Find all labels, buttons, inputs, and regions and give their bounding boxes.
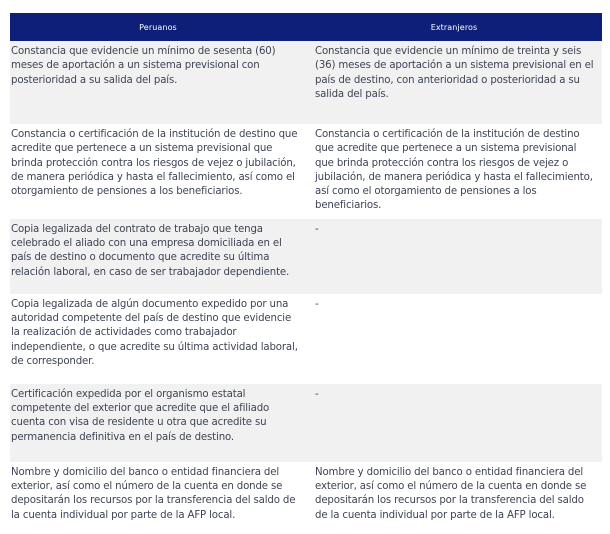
table-row <box>10 462 602 534</box>
table-cell-peruanos: Nombre y domicilio del banco o entidad financiera del exterior, así como el número de la cuenta en donde se depositarán los recursos por la transferencia del saldo de la cuenta individual por parte de la AFP local. <box>11 466 296 521</box>
table-cell-extranjeros: Constancia o certificación de la institución de destino que acredite que pertenece a un sistema previsional que brinda protección contra los riesgos de vejez o jubilación, de manera periódica y hasta el fallecimiento, así como el otorgamiento de pensiones a los beneficiarios. <box>315 129 593 212</box>
table-row <box>10 294 602 384</box>
table-row <box>10 384 602 462</box>
table-cell-peruanos: Copia legalizada de algún documento expedido por una autoridad competente del país de destino que evidencie la realización de actividades como trabajador independiente, o que acredite su última actividad laboral, de corresponder. <box>11 298 298 367</box>
requirements-table <box>10 13 602 534</box>
table-row <box>10 124 602 219</box>
table-cell-extranjeros: Constancia que evidencie un mínimo de treinta y seis (36) meses de aportación a un sistema previsional en el país de destino, con anterioridad o posterioridad a su salida del país. <box>306 41 602 124</box>
column-header-peruanos: Peruanos <box>10 13 306 41</box>
table-cell-extranjeros: - <box>315 298 319 310</box>
column-header-extranjeros: Extranjeros <box>306 13 602 41</box>
table-cell-peruanos: Certificación expedida por el organismo estatal competente del exterior que acredite que el afiliado cuenta con visa de residente u otra que acredite su permanencia definitiva en el país de destino. <box>10 384 306 462</box>
table-row <box>10 219 602 294</box>
table-row <box>10 41 602 124</box>
table-cell-extranjeros: - <box>306 384 602 462</box>
table-header-row <box>10 13 602 41</box>
table-cell-extranjeros: Nombre y domicilio del banco o entidad financiera del exterior, así como el número de la cuenta en donde se depositarán los recursos por la transferencia del saldo de la cuenta individual por parte de la AFP local. <box>315 466 587 521</box>
table-cell-peruanos: Copia legalizada del contrato de trabajo que tenga celebrado el aliado con una empresa domiciliada en el país de destino o documento que acredite su última relación laboral, en caso de ser trabajador dependiente. <box>10 219 306 294</box>
table-cell-peruanos: Constancia o certificación de la institución de destino que acredite que pertenece a un sistema previsional que brinda protección contra los riesgos de vejez o jubilación, de manera periódica y hasta el fallecimiento, así como el otorgamiento de pensiones a los beneficiarios. <box>11 129 298 198</box>
requirements-table-container <box>10 13 602 534</box>
table-cell-extranjeros: - <box>306 219 602 294</box>
table-cell-peruanos: Constancia que evidencie un mínimo de sesenta (60) meses de aportación a un sistema previsional con posterioridad a su salida del país. <box>10 41 306 124</box>
